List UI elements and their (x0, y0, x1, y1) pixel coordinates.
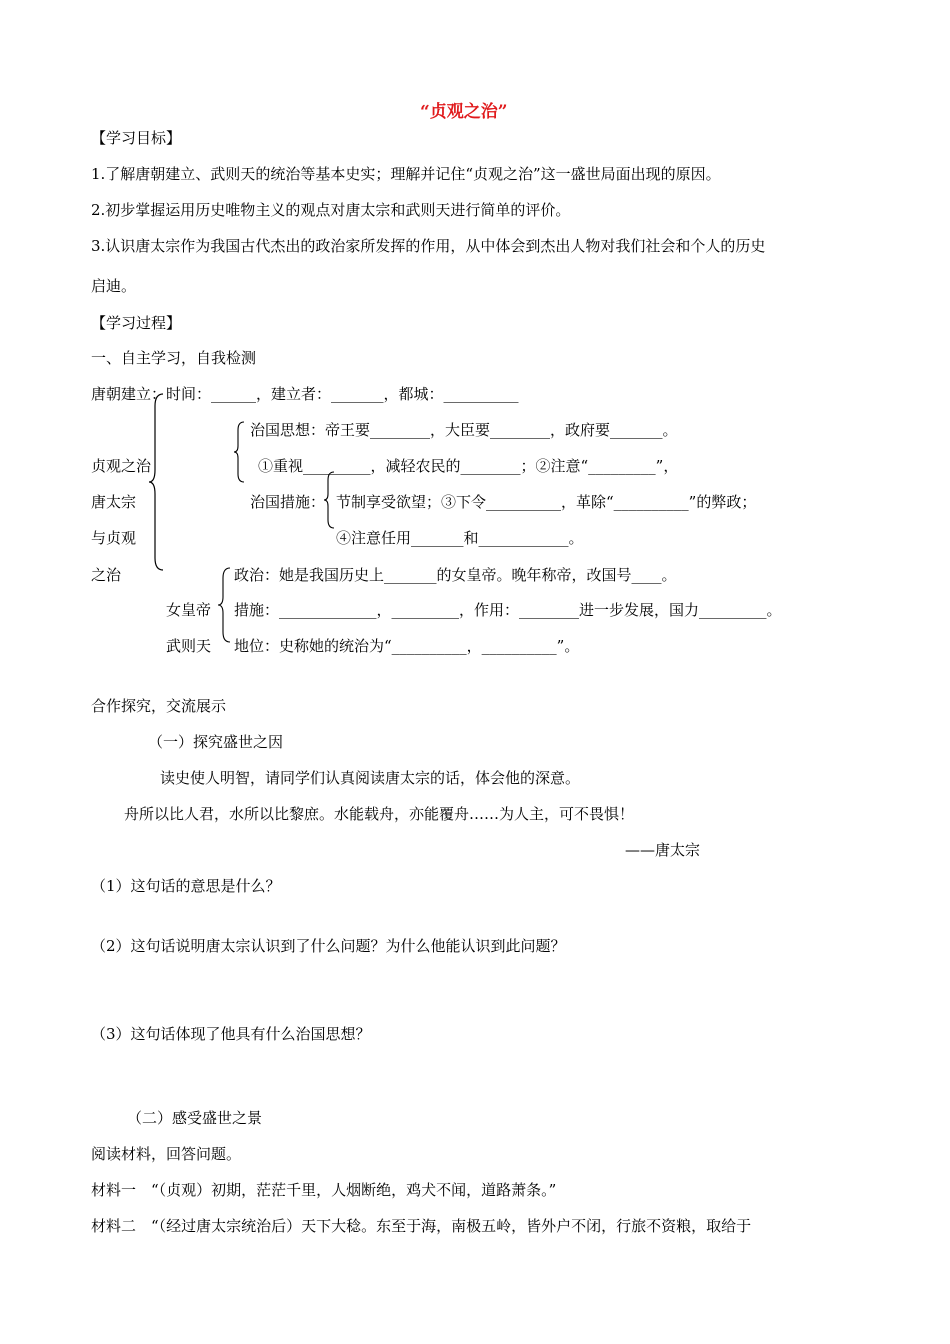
process-heading: 【学习过程】 (91, 314, 182, 332)
empress-policy: 措施：_____________，_________，作用：________进一步发展，国力_________。 (234, 601, 782, 619)
read-instruction: 阅读材料，回答问题。 (91, 1145, 242, 1163)
empress-label-2: 武则天 (166, 637, 212, 655)
inner-brace (232, 420, 246, 484)
material-2: 材料二 “（经过唐太宗统治后）天下大稔。东至于海，南极五岭，皆外户不闭，行旅不资粮，取给于 (91, 1217, 752, 1235)
explore-intro: 读史使人明智，请同学们认真阅读唐太宗的话，体会他的深意。 (160, 769, 581, 787)
quote-author: ——唐太宗 (625, 841, 701, 859)
empress-status: 地位：史称她的统治为“__________，__________”。 (234, 637, 580, 655)
goals-heading: 【学习目标】 (91, 129, 182, 147)
goal-item-3-cont: 启迪。 (91, 277, 137, 295)
label-zhenguan-1: 贞观之治 (91, 457, 152, 475)
taizong-quote: 舟所以比人君，水所以比黎庶。水能载舟，亦能覆舟……为人主，可不畏惧！ (124, 805, 635, 823)
measure-brace (322, 470, 336, 530)
measure-line-2: 节制享受欲望；③下令__________，革除“__________”的弊政； (336, 493, 757, 511)
empress-politics: 政治：她是我国历史上_______的女皇帝。晚年称帝，改国号____。 (234, 566, 677, 584)
measure-line-1: ①重视_________，减轻农民的________；②注意“_________”， (258, 457, 679, 475)
tang-founding-line: 唐朝建立：时间：______，建立者：_______，都城：__________ (91, 385, 519, 403)
measure-label: 治国措施： (250, 493, 326, 511)
explore-part-1: （一）探究盛世之因 (148, 733, 284, 751)
question-1: （1）这句话的意思是什么？ (91, 877, 281, 895)
goal-item-3: 3.认识唐太宗作为我国古代杰出的政治家所发挥的作用，从中体会到杰出人物对我们社会和个人的历史 (91, 237, 766, 255)
question-2: （2）这句话说明唐太宗认识到了什么问题？为什么他能认识到此问题？ (91, 937, 566, 955)
section-self-study: 一、自主学习，自我检测 (91, 349, 257, 367)
label-zhenguan-4: 之治 (91, 566, 122, 584)
empress-label-1: 女皇帝 (166, 601, 212, 619)
empress-brace (216, 566, 232, 644)
left-brace (147, 392, 167, 572)
label-zhenguan-3: 与贞观 (91, 529, 137, 547)
question-3: （3）这句话体现了他具有什么治国思想？ (91, 1025, 371, 1043)
page-title: “贞观之治” (420, 102, 508, 122)
label-zhenguan-2: 唐太宗 (91, 493, 137, 511)
explore-part-2: （二）感受盛世之景 (127, 1109, 263, 1127)
measure-line-3: ④注意任用_______和____________。 (336, 529, 584, 547)
explore-heading: 合作探究，交流展示 (91, 697, 227, 715)
goal-item-2: 2.初步掌握运用历史唯物主义的观点对唐太宗和武则天进行简单的评价。 (91, 201, 571, 219)
governing-idea: 治国思想：帝王要________，大臣要________，政府要_______。 (250, 421, 678, 439)
goal-item-1: 1.了解唐朝建立、武则天的统治等基本史实；理解并记住“贞观之治”这一盛世局面出现的原因。 (91, 165, 721, 183)
material-1: 材料一 “（贞观）初期，茫茫千里，人烟断绝，鸡犬不闻，道路萧条。” (91, 1181, 557, 1199)
